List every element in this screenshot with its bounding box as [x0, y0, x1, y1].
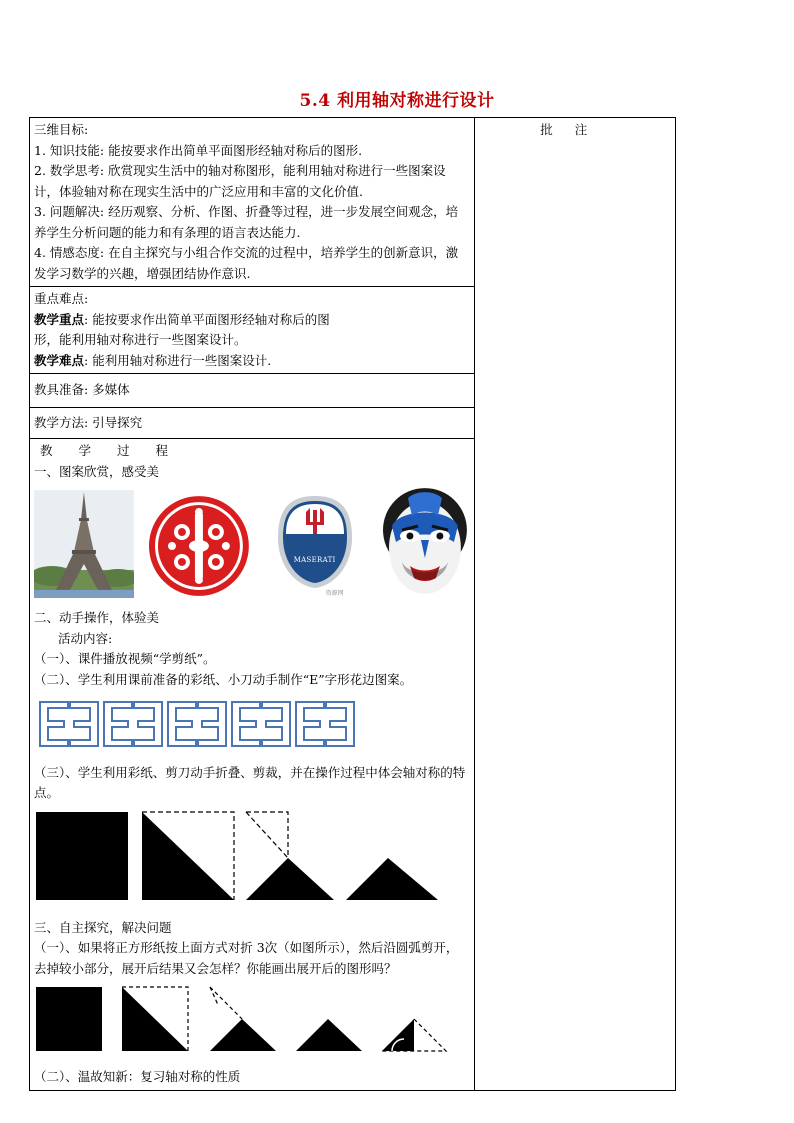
folding-steps-figure	[34, 810, 470, 910]
difficulty-text: : 能利用轴对称进行一些图案设计.	[84, 352, 272, 368]
cutting-steps-figure	[34, 985, 470, 1065]
appreciation-images	[34, 486, 470, 598]
maserati-logo	[276, 494, 354, 598]
method-cell	[30, 407, 475, 439]
notes-column	[474, 118, 676, 1091]
activity-item-3: （三）、学生利用彩纸、剪刀动手折叠、剪裁，并在操作过程中体会轴对称的特点。	[34, 764, 466, 800]
activity-item-2: （二）、学生利用课前准备的彩纸、小刀动手制作“E”字形花边图案。	[34, 671, 413, 687]
section-1-title: 一、图案欣赏，感受美	[34, 463, 160, 479]
process-heading: 教学过程	[40, 443, 195, 458]
folding-steps-diagram	[34, 810, 464, 906]
objectives-heading: 三维目标:	[34, 122, 89, 137]
objective-item: 2. 数学思考: 欣赏现实生活中的轴对称图形，能利用轴对称进行一些图案设计，体验轴对称在现实生活中的广泛应用和丰富的文化价值.	[34, 163, 446, 199]
paper-cut-icon	[144, 494, 254, 598]
equipment-text: 教具准备: 多媒体	[34, 382, 130, 397]
lesson-plan-table	[29, 117, 676, 1091]
maserati-logo-text: MASERATI	[293, 556, 336, 564]
eiffel-tower-icon	[34, 490, 134, 598]
section-2-title: 二、动手操作，体验美	[34, 610, 160, 625]
explore-item-2: （二）、温故知新：复习轴对称的性质	[34, 1069, 241, 1084]
cutting-steps-diagram	[34, 985, 464, 1057]
e-pattern-figure	[38, 700, 470, 755]
difficulty-label: 教学难点	[34, 352, 85, 368]
key-points-cell	[30, 287, 475, 374]
objective-item: 3. 问题解决: 经历观察、分析、作图、折叠等过程，进一步发展空间观念，培养学生分析问题的能力和有条理的语言表达能力.	[34, 204, 459, 240]
equipment-cell	[30, 374, 475, 408]
process-cell	[30, 439, 475, 1091]
maserati-logo-icon	[276, 494, 354, 590]
focus-text: : 能按要求作出简单平面图形经轴对称后的图	[84, 311, 330, 327]
focus-label: 教学重点	[34, 311, 85, 327]
page-title: 5.4 利用轴对称进行设计	[299, 91, 495, 111]
e-border-pattern	[38, 700, 356, 748]
activity-item-1: （一）、课件播放视频“学剪纸”。	[34, 651, 216, 666]
focus-text-2: 形，能利用轴对称进行一些图案设计。	[34, 332, 247, 347]
objective-item: 4. 情感态度: 在自主探究与小组合作交流的过程中，培养学生的创新意识，激发学习数学的兴趣，增强团结协作意识.	[34, 245, 459, 281]
image-caption: 资源网	[325, 590, 344, 597]
activity-content-label: 活动内容:	[58, 630, 113, 646]
key-points-heading: 重点难点:	[34, 291, 89, 306]
objective-item: 1. 知识技能: 能按要求作出简单平面图形经轴对称后的图形.	[34, 142, 363, 158]
section-3-title: 三、自主探究，解决问题	[34, 919, 172, 935]
method-text: 教学方法: 引导探究	[34, 414, 143, 430]
opera-mask-icon	[380, 486, 470, 598]
notes-header: 批注	[540, 122, 610, 137]
explore-item-1: （一）、如果将正方形纸按上面方式对折 3次（如图所示），然后沿圆弧剪开，去掉较小部分，展开后结果又会怎样？你能画出展开后的图形吗？	[34, 940, 459, 976]
objectives-cell	[30, 118, 475, 287]
